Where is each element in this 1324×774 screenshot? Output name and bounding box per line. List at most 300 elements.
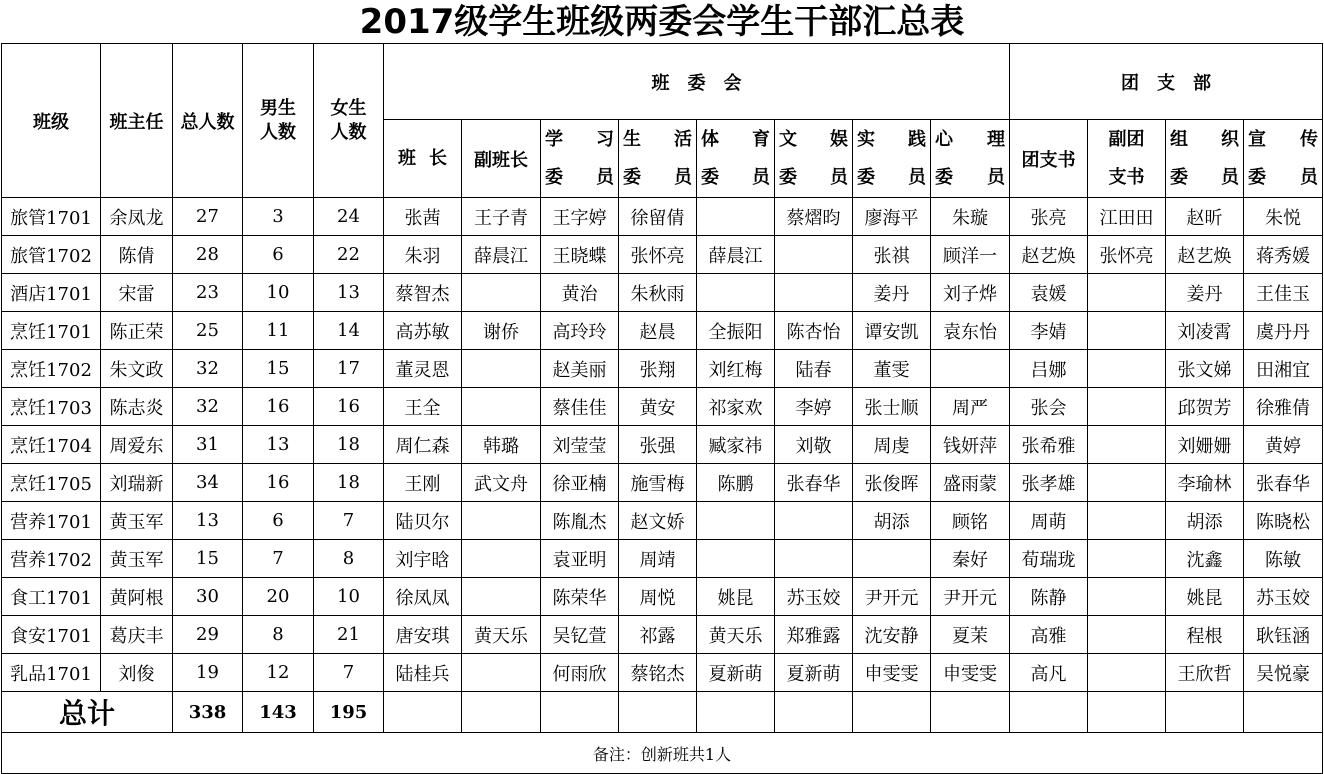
cell-head-teacher: 陈正荣	[101, 312, 173, 350]
header-practice-b: 践	[908, 128, 926, 150]
cell-head-teacher: 余凤龙	[101, 198, 173, 236]
cell-publicity: 苏玉姣	[1244, 578, 1323, 616]
cell-total: 34	[173, 464, 243, 502]
header-class-committee: 班 委 会	[384, 44, 1010, 120]
cell-vice-monitor: 武文舟	[462, 464, 541, 502]
cell-vice-monitor	[462, 540, 541, 578]
cell-entertainment: 李婷	[775, 388, 853, 426]
cell-psychology: 朱璇	[931, 198, 1010, 236]
cell-study: 袁亚明	[541, 540, 619, 578]
header-publicity	[1244, 120, 1323, 198]
table-row	[2, 616, 1323, 654]
cell-psychology: 钱妍萍	[931, 426, 1010, 464]
cell-entertainment: 蔡熠昀	[775, 198, 853, 236]
cell-vice-monitor	[462, 654, 541, 692]
totals-empty-cell	[931, 692, 1010, 733]
cell-head-teacher: 葛庆丰	[101, 616, 173, 654]
cell-head-teacher: 周爱东	[101, 426, 173, 464]
cell-organization: 邱贺芳	[1166, 388, 1244, 426]
cell-vice-secretary	[1088, 540, 1166, 578]
cell-secretary: 张希雅	[1010, 426, 1088, 464]
header-vice-sec-a: 副团	[1108, 128, 1145, 150]
cell-secretary: 周萌	[1010, 502, 1088, 540]
table-row	[2, 198, 1323, 236]
cell-head-teacher: 刘瑞新	[101, 464, 173, 502]
cell-female: 7	[314, 502, 384, 540]
totals-empty-cell	[619, 692, 697, 733]
cell-life: 徐留倩	[619, 198, 697, 236]
cell-publicity: 耿钰涵	[1244, 616, 1323, 654]
header-pub-d: 员	[1300, 166, 1318, 188]
cell-vice-secretary	[1088, 388, 1166, 426]
header-study-d: 员	[596, 166, 614, 188]
cell-life: 朱秋雨	[619, 274, 697, 312]
cell-practice: 张祺	[853, 236, 931, 274]
cell-class: 营养1702	[2, 540, 101, 578]
cell-secretary: 张孝雄	[1010, 464, 1088, 502]
cell-life: 周靖	[619, 540, 697, 578]
cell-head-teacher: 朱文政	[101, 350, 173, 388]
cell-class: 烹饪1704	[2, 426, 101, 464]
cell-vice-secretary: 江田田	[1088, 198, 1166, 236]
cell-psychology: 尹开元	[931, 578, 1010, 616]
cell-publicity: 徐雅倩	[1244, 388, 1323, 426]
cell-practice: 尹开元	[853, 578, 931, 616]
cell-female: 17	[314, 350, 384, 388]
header-psych-d: 员	[987, 166, 1005, 188]
table-row	[2, 502, 1323, 540]
header-sports-a: 体	[701, 128, 719, 150]
cell-practice: 张俊晖	[853, 464, 931, 502]
cell-practice: 谭安凯	[853, 312, 931, 350]
cell-secretary: 高凡	[1010, 654, 1088, 692]
cell-secretary: 李婧	[1010, 312, 1088, 350]
header-practice	[853, 120, 931, 198]
header-vice-sec-b: 支书	[1108, 166, 1145, 188]
cell-class: 烹饪1702	[2, 350, 101, 388]
cell-sports: 祁家欢	[697, 388, 775, 426]
cell-organization: 李瑜林	[1166, 464, 1244, 502]
cell-organization: 刘凌霄	[1166, 312, 1244, 350]
totals-label: 总计	[2, 692, 173, 733]
cell-life: 蔡铭杰	[619, 654, 697, 692]
header-life	[619, 120, 697, 198]
cell-male: 16	[243, 388, 314, 426]
cell-study: 陈胤杰	[541, 502, 619, 540]
cell-practice: 胡添	[853, 502, 931, 540]
cell-male: 3	[243, 198, 314, 236]
cell-monitor: 徐凤凤	[384, 578, 462, 616]
cell-organization: 姜丹	[1166, 274, 1244, 312]
header-male	[243, 44, 314, 198]
cell-total: 31	[173, 426, 243, 464]
cell-psychology: 申雯雯	[931, 654, 1010, 692]
cell-female: 7	[314, 654, 384, 692]
header-org-c: 委	[1170, 166, 1188, 188]
cell-class: 旅管1701	[2, 198, 101, 236]
cell-sports: 全振阳	[697, 312, 775, 350]
cell-study: 陈荣华	[541, 578, 619, 616]
header-pub-c: 委	[1248, 166, 1266, 188]
cell-monitor: 周仁森	[384, 426, 462, 464]
header-life-a: 生	[623, 128, 641, 150]
table-row	[2, 578, 1323, 616]
cell-total: 23	[173, 274, 243, 312]
cell-male: 8	[243, 616, 314, 654]
totals-female: 195	[314, 692, 384, 733]
header-monitor	[384, 120, 462, 198]
cell-sports: 刘红梅	[697, 350, 775, 388]
header-secretary: 团支书	[1010, 120, 1088, 198]
cell-female: 21	[314, 616, 384, 654]
cell-female: 8	[314, 540, 384, 578]
header-life-d: 员	[674, 166, 692, 188]
header-ent-a: 文	[779, 128, 797, 150]
cell-vice-secretary	[1088, 578, 1166, 616]
cell-life: 赵文娇	[619, 502, 697, 540]
cell-female: 13	[314, 274, 384, 312]
cell-practice: 董雯	[853, 350, 931, 388]
cell-class: 食安1701	[2, 616, 101, 654]
cell-secretary: 荀瑞珑	[1010, 540, 1088, 578]
cell-vice-monitor: 王子青	[462, 198, 541, 236]
totals-empty-cell	[462, 692, 541, 733]
cell-male: 20	[243, 578, 314, 616]
cell-practice: 张士顺	[853, 388, 931, 426]
cell-publicity: 黄婷	[1244, 426, 1323, 464]
cell-monitor: 陆贝尔	[384, 502, 462, 540]
cell-class: 旅管1702	[2, 236, 101, 274]
cell-sports: 黄天乐	[697, 616, 775, 654]
totals-empty-cell	[853, 692, 931, 733]
cell-publicity: 田湘宜	[1244, 350, 1323, 388]
header-monitor-a: 班	[398, 147, 416, 169]
cell-secretary: 张会	[1010, 388, 1088, 426]
cell-vice-secretary	[1088, 274, 1166, 312]
cell-total: 32	[173, 350, 243, 388]
cell-publicity: 虞丹丹	[1244, 312, 1323, 350]
table-row	[2, 236, 1323, 274]
note: 备注：创新班共1人	[2, 733, 1323, 774]
totals-empty-cell	[1166, 692, 1244, 733]
cell-female: 18	[314, 426, 384, 464]
cell-vice-secretary	[1088, 312, 1166, 350]
page-title: 2017级学生班级两委会学生干部汇总表	[359, 2, 965, 42]
cell-sports: 臧家祎	[697, 426, 775, 464]
cell-secretary: 高雅	[1010, 616, 1088, 654]
header-org-a: 组	[1170, 128, 1188, 150]
cell-study: 赵美丽	[541, 350, 619, 388]
cell-organization: 张文娣	[1166, 350, 1244, 388]
cell-secretary: 陈静	[1010, 578, 1088, 616]
cell-sports	[697, 502, 775, 540]
cell-total: 15	[173, 540, 243, 578]
cell-vice-monitor	[462, 502, 541, 540]
cell-study: 王字婷	[541, 198, 619, 236]
cell-life: 张翔	[619, 350, 697, 388]
header-vice-secretary	[1088, 120, 1166, 198]
totals-empty-cell	[541, 692, 619, 733]
cell-total: 32	[173, 388, 243, 426]
cell-head-teacher: 黄玉军	[101, 540, 173, 578]
cell-entertainment	[775, 540, 853, 578]
note-row	[2, 733, 1323, 774]
summary-table	[1, 43, 1323, 774]
cell-study: 王晓蝶	[541, 236, 619, 274]
cell-vice-secretary	[1088, 502, 1166, 540]
header-sports-b: 育	[752, 128, 770, 150]
cell-class: 烹饪1705	[2, 464, 101, 502]
header-female	[314, 44, 384, 198]
header-ent-b: 娱	[830, 128, 848, 150]
cell-sports	[697, 540, 775, 578]
cell-psychology: 顾铭	[931, 502, 1010, 540]
cell-life: 张强	[619, 426, 697, 464]
header-life-b: 活	[674, 128, 692, 150]
cell-publicity: 朱悦	[1244, 198, 1323, 236]
cell-psychology: 刘子烨	[931, 274, 1010, 312]
cell-total: 27	[173, 198, 243, 236]
totals-row	[2, 692, 1323, 733]
cell-vice-secretary: 张怀亮	[1088, 236, 1166, 274]
cell-vice-secretary	[1088, 654, 1166, 692]
header-total: 总人数	[173, 44, 243, 198]
cell-entertainment: 陈杏怡	[775, 312, 853, 350]
header-league-branch: 团 支 部	[1010, 44, 1323, 120]
cell-psychology: 盛雨蒙	[931, 464, 1010, 502]
cell-sports: 姚昆	[697, 578, 775, 616]
cell-study: 高玲玲	[541, 312, 619, 350]
cell-head-teacher: 黄玉军	[101, 502, 173, 540]
cell-entertainment: 张春华	[775, 464, 853, 502]
cell-vice-monitor	[462, 388, 541, 426]
cell-publicity: 吴悦豪	[1244, 654, 1323, 692]
cell-secretary: 赵艺焕	[1010, 236, 1088, 274]
cell-practice: 沈安静	[853, 616, 931, 654]
cell-head-teacher: 刘俊	[101, 654, 173, 692]
cell-organization: 姚昆	[1166, 578, 1244, 616]
header-org-b: 织	[1221, 128, 1239, 150]
cell-publicity: 张春华	[1244, 464, 1323, 502]
table-row	[2, 426, 1323, 464]
cell-sports	[697, 274, 775, 312]
header-org-d: 员	[1221, 166, 1239, 188]
cell-vice-monitor: 薛晨江	[462, 236, 541, 274]
cell-entertainment	[775, 274, 853, 312]
table-row	[2, 654, 1323, 692]
cell-vice-secretary	[1088, 616, 1166, 654]
cell-male: 11	[243, 312, 314, 350]
cell-publicity: 陈敏	[1244, 540, 1323, 578]
cell-study: 蔡佳佳	[541, 388, 619, 426]
cell-vice-secretary	[1088, 350, 1166, 388]
cell-total: 29	[173, 616, 243, 654]
header-pub-a: 宣	[1248, 128, 1266, 150]
cell-head-teacher: 黄阿根	[101, 578, 173, 616]
cell-practice: 姜丹	[853, 274, 931, 312]
cell-practice: 廖海平	[853, 198, 931, 236]
cell-life: 赵晨	[619, 312, 697, 350]
cell-psychology: 顾洋一	[931, 236, 1010, 274]
cell-practice	[853, 540, 931, 578]
header-sports	[697, 120, 775, 198]
cell-class: 烹饪1703	[2, 388, 101, 426]
header-organization	[1166, 120, 1244, 198]
cell-male: 6	[243, 236, 314, 274]
header-psychology	[931, 120, 1010, 198]
cell-vice-monitor	[462, 350, 541, 388]
table-row	[2, 312, 1323, 350]
table-row	[2, 388, 1323, 426]
cell-sports	[697, 198, 775, 236]
header-psych-b: 理	[987, 128, 1005, 150]
cell-vice-monitor	[462, 578, 541, 616]
cell-vice-monitor	[462, 274, 541, 312]
cell-psychology: 袁东怡	[931, 312, 1010, 350]
cell-organization: 王欣哲	[1166, 654, 1244, 692]
cell-study: 黄治	[541, 274, 619, 312]
table-row	[2, 540, 1323, 578]
cell-monitor: 王全	[384, 388, 462, 426]
header-ent-c: 委	[779, 166, 797, 188]
table-row	[2, 350, 1323, 388]
cell-monitor: 王刚	[384, 464, 462, 502]
cell-total: 30	[173, 578, 243, 616]
totals-empty-cell	[384, 692, 462, 733]
header-pub-b: 传	[1300, 128, 1318, 150]
header-study-c: 委	[545, 166, 563, 188]
cell-female: 14	[314, 312, 384, 350]
cell-total: 19	[173, 654, 243, 692]
cell-male: 7	[243, 540, 314, 578]
cell-female: 16	[314, 388, 384, 426]
cell-entertainment: 刘敬	[775, 426, 853, 464]
cell-psychology: 秦好	[931, 540, 1010, 578]
table-row	[2, 274, 1323, 312]
cell-publicity: 王佳玉	[1244, 274, 1323, 312]
totals-total: 338	[173, 692, 243, 733]
cell-study: 徐亚楠	[541, 464, 619, 502]
cell-male: 15	[243, 350, 314, 388]
cell-total: 25	[173, 312, 243, 350]
cell-secretary: 吕娜	[1010, 350, 1088, 388]
cell-organization: 沈鑫	[1166, 540, 1244, 578]
cell-publicity: 陈晓松	[1244, 502, 1323, 540]
cell-head-teacher: 宋雷	[101, 274, 173, 312]
cell-female: 10	[314, 578, 384, 616]
cell-female: 22	[314, 236, 384, 274]
header-study-b: 习	[596, 128, 614, 150]
header-study-a: 学	[545, 128, 563, 150]
cell-class: 食工1701	[2, 578, 101, 616]
header-entertainment	[775, 120, 853, 198]
header-head-teacher: 班主任	[101, 44, 173, 198]
cell-monitor: 蔡智杰	[384, 274, 462, 312]
cell-organization: 赵昕	[1166, 198, 1244, 236]
cell-vice-secretary	[1088, 464, 1166, 502]
header-sports-d: 员	[752, 166, 770, 188]
cell-organization: 程根	[1166, 616, 1244, 654]
cell-monitor: 陆桂兵	[384, 654, 462, 692]
cell-vice-secretary	[1088, 426, 1166, 464]
header-study	[541, 120, 619, 198]
cell-male: 12	[243, 654, 314, 692]
cell-vice-monitor: 韩璐	[462, 426, 541, 464]
table-row	[2, 464, 1323, 502]
cell-entertainment: 郑雅露	[775, 616, 853, 654]
header-vice-monitor: 副班长	[462, 120, 541, 198]
cell-entertainment	[775, 502, 853, 540]
cell-class: 乳品1701	[2, 654, 101, 692]
cell-class: 营养1701	[2, 502, 101, 540]
cell-entertainment: 陆春	[775, 350, 853, 388]
cell-entertainment: 苏玉姣	[775, 578, 853, 616]
header-sports-c: 委	[701, 166, 719, 188]
header-male-text: 男生人数	[260, 97, 296, 143]
header-female-text: 女生人数	[330, 97, 367, 143]
cell-psychology	[931, 350, 1010, 388]
header-practice-d: 员	[908, 166, 926, 188]
cell-life: 祁露	[619, 616, 697, 654]
header-practice-c: 委	[857, 166, 875, 188]
cell-monitor: 刘宇晗	[384, 540, 462, 578]
cell-monitor: 张茜	[384, 198, 462, 236]
cell-sports: 夏新萌	[697, 654, 775, 692]
totals-empty-cell	[1244, 692, 1323, 733]
cell-sports: 薛晨江	[697, 236, 775, 274]
cell-study: 刘莹莹	[541, 426, 619, 464]
cell-entertainment: 夏新萌	[775, 654, 853, 692]
cell-secretary: 袁媛	[1010, 274, 1088, 312]
cell-secretary: 张亮	[1010, 198, 1088, 236]
cell-class: 烹饪1701	[2, 312, 101, 350]
cell-head-teacher: 陈倩	[101, 236, 173, 274]
totals-empty-cell	[1088, 692, 1166, 733]
header-ent-d: 员	[830, 166, 848, 188]
totals-empty-cell	[697, 692, 775, 733]
cell-life: 黄安	[619, 388, 697, 426]
cell-life: 张怀亮	[619, 236, 697, 274]
cell-monitor: 董灵恩	[384, 350, 462, 388]
cell-organization: 刘姗姗	[1166, 426, 1244, 464]
cell-head-teacher: 陈志炎	[101, 388, 173, 426]
cell-total: 28	[173, 236, 243, 274]
cell-practice: 申雯雯	[853, 654, 931, 692]
header-monitor-b: 长	[429, 147, 447, 169]
cell-practice: 周虔	[853, 426, 931, 464]
cell-male: 16	[243, 464, 314, 502]
cell-male: 13	[243, 426, 314, 464]
cell-class: 酒店1701	[2, 274, 101, 312]
cell-female: 18	[314, 464, 384, 502]
cell-monitor: 朱羽	[384, 236, 462, 274]
cell-organization: 赵艺焕	[1166, 236, 1244, 274]
cell-sports: 陈鹏	[697, 464, 775, 502]
cell-monitor: 唐安琪	[384, 616, 462, 654]
cell-study: 何雨欣	[541, 654, 619, 692]
cell-organization: 胡添	[1166, 502, 1244, 540]
cell-psychology: 周严	[931, 388, 1010, 426]
cell-psychology: 夏茉	[931, 616, 1010, 654]
cell-vice-monitor: 谢侨	[462, 312, 541, 350]
header-practice-a: 实	[857, 128, 875, 150]
cell-female: 24	[314, 198, 384, 236]
header-psych-a: 心	[935, 128, 953, 150]
totals-male: 143	[243, 692, 314, 733]
header-life-c: 委	[623, 166, 641, 188]
cell-monitor: 高苏敏	[384, 312, 462, 350]
cell-male: 6	[243, 502, 314, 540]
